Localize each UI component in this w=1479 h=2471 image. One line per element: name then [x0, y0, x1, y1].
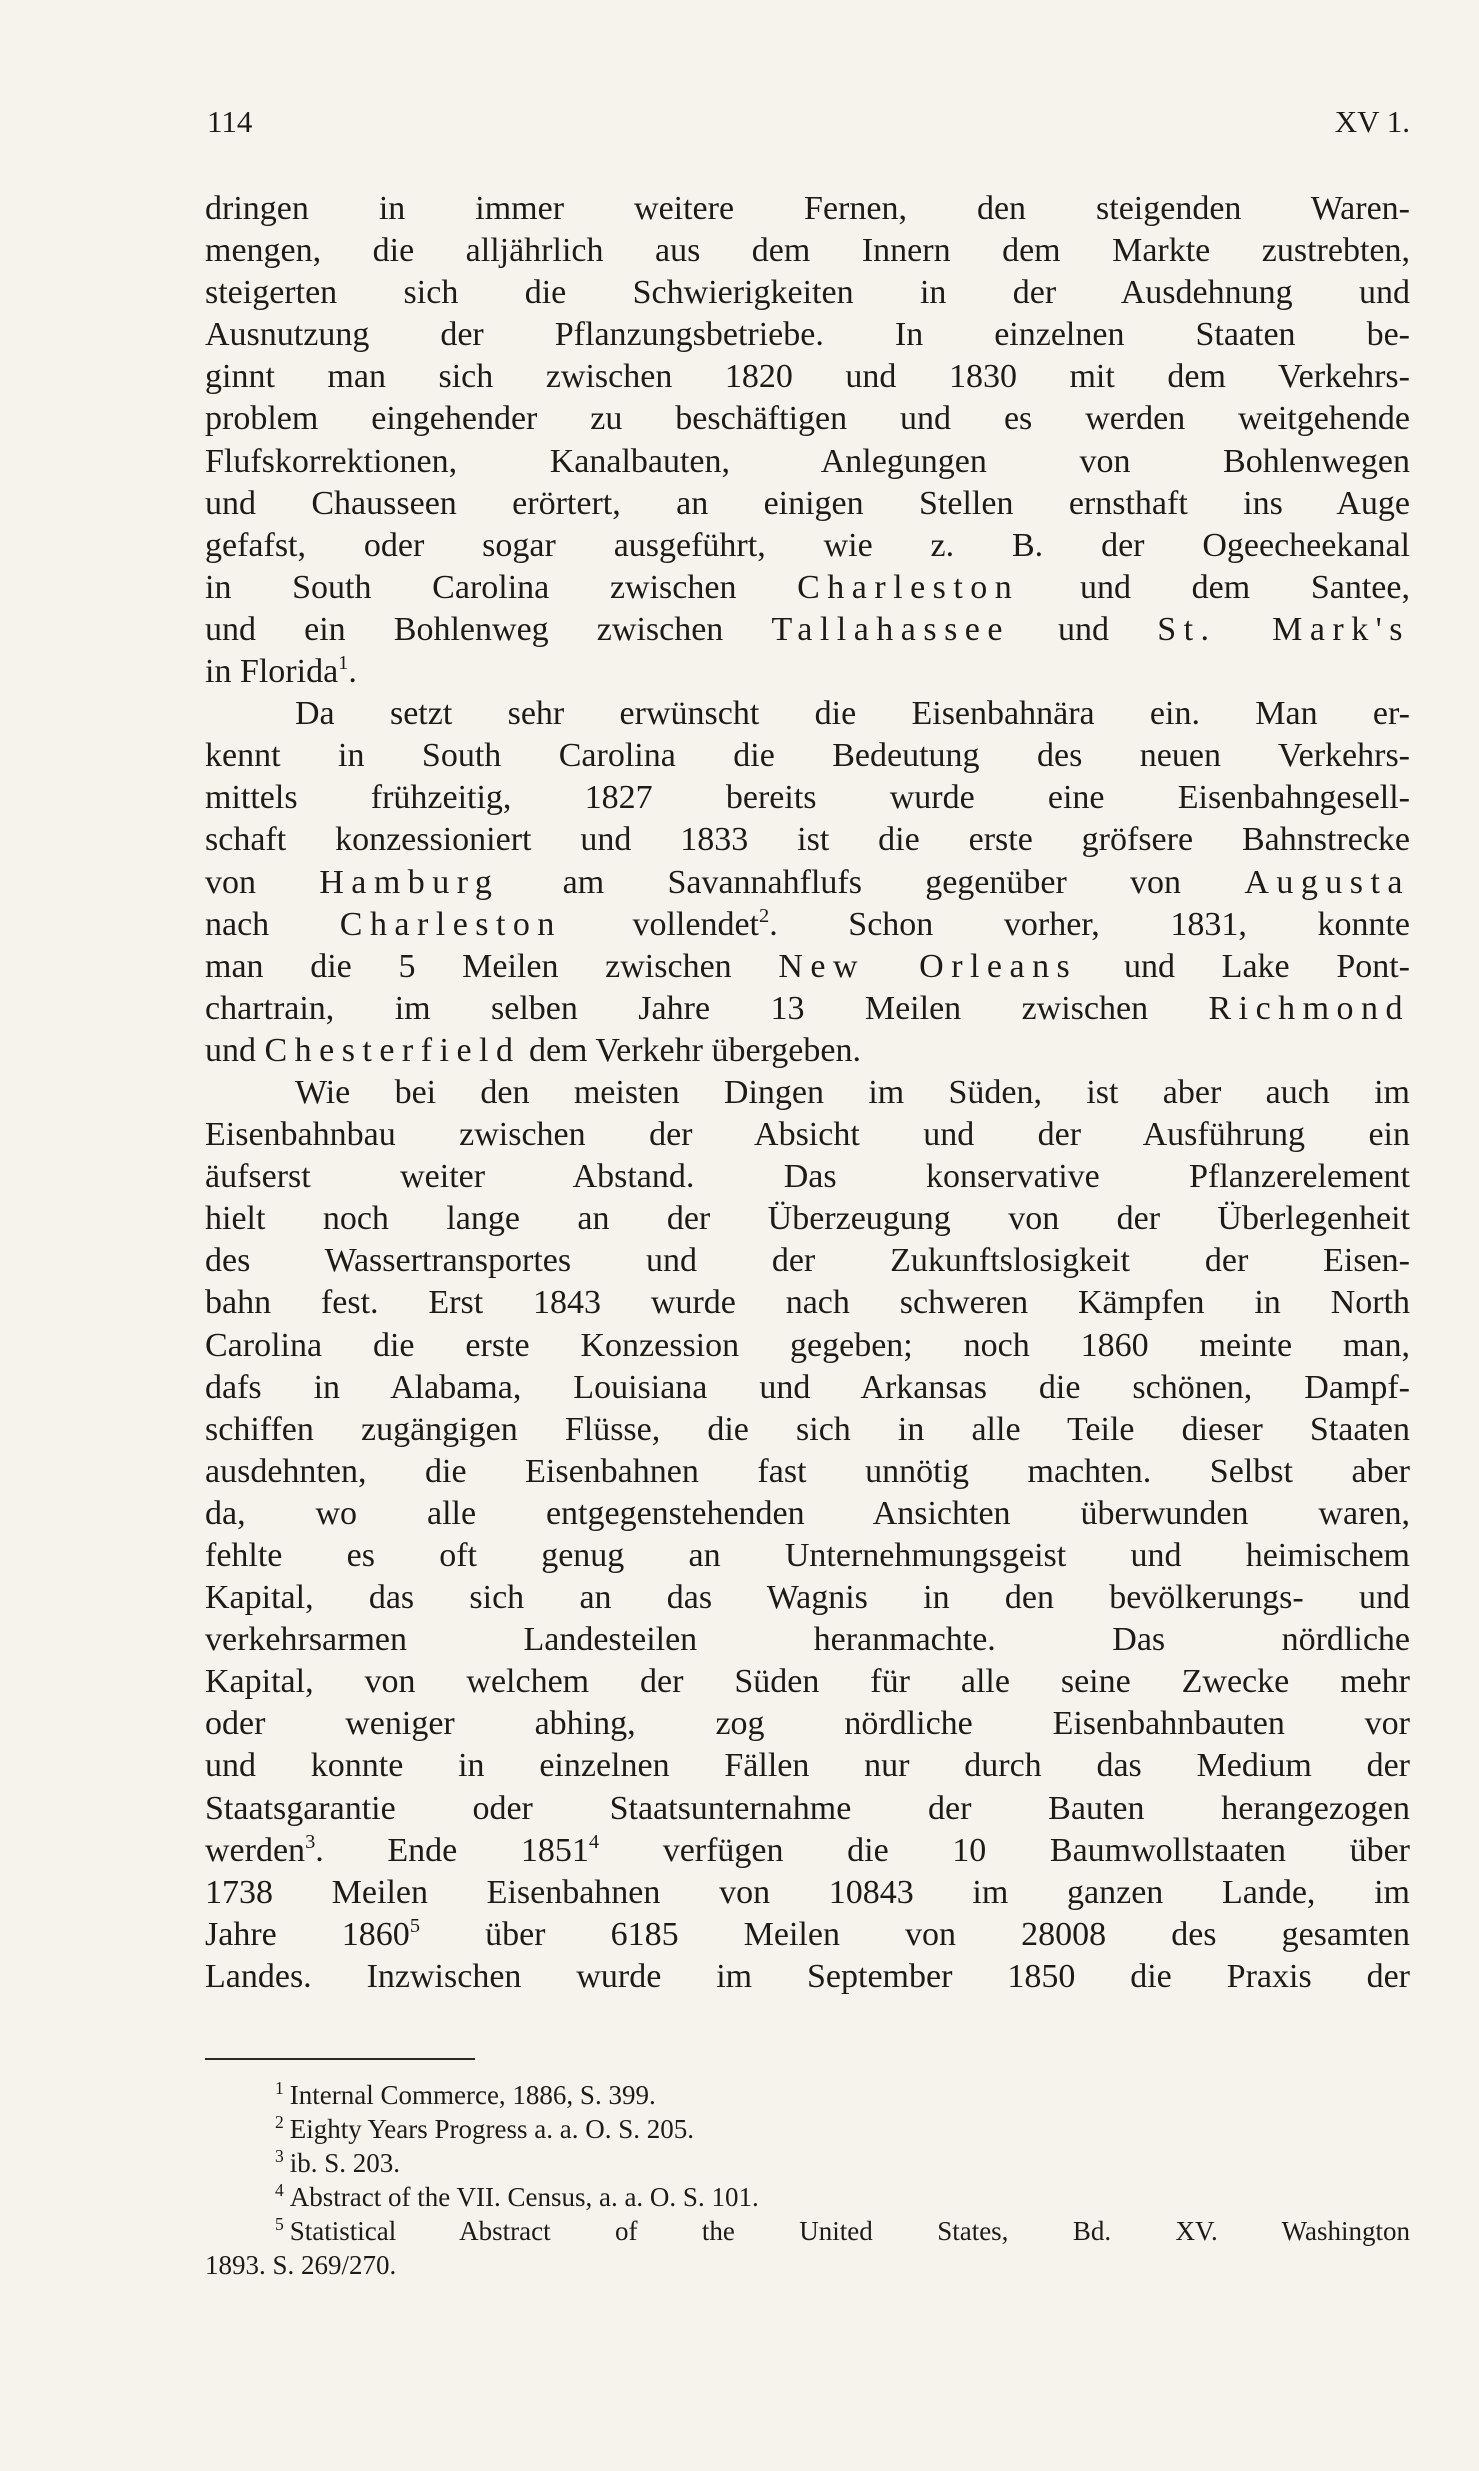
- text-line: bahn fest. Erst 1843 wurde nach schweren Kämpfen in North: [205, 1284, 1410, 1322]
- text-line: und konnte in einzelnen Fällen nur durch das Medium der: [205, 1747, 1410, 1785]
- footnote: $^4$ Abstract of the VII. Census, a. a. O. S. 101.: [275, 2180, 759, 2212]
- text-line: werden$^3$. Ende 1851$^4$ verfügen die 10 Baumwollstaaten über: [205, 1830, 1410, 1869]
- text-line: da, wo alle entgegenstehenden Ansichten überwunden waren,: [205, 1494, 1410, 1532]
- text-line: Carolina die erste Konzession gegeben; noch 1860 meinte man,: [205, 1326, 1410, 1364]
- footnote-divider: [205, 2058, 475, 2060]
- text-line: steigerten sich die Schwierigkeiten in der Ausdehnung und: [205, 274, 1410, 312]
- footnote: $^5$ Statistical Abstract of the United States, Bd. XV. Washington: [275, 2214, 1410, 2246]
- footnote-number: 5: [275, 2214, 284, 2235]
- running-header: [205, 100, 1410, 144]
- text-line: Kapital, das sich an das Wagnis in den bevölkerungs- und: [205, 1579, 1410, 1617]
- spaced-place-name: Chesterfield: [264, 1031, 521, 1069]
- text-line: mittels frühzeitig, 1827 bereits wurde eine Eisenbahngesell-: [205, 779, 1410, 817]
- text-line: Eisenbahnbau zwischen der Absicht und der Ausführung ein: [205, 1116, 1410, 1154]
- footnote-ref[interactable]: 3: [305, 1830, 316, 1853]
- text-line: chartrain, im selben Jahre 13 Meilen zwischen Richmond: [205, 989, 1410, 1027]
- footnote-ref[interactable]: 4: [588, 1830, 600, 1853]
- spaced-place-name: Tallahassee: [771, 610, 1010, 648]
- spaced-place-name: Charleston: [797, 568, 1020, 606]
- text-line: dringen in immer weitere Fernen, den steigenden Waren-: [205, 190, 1410, 227]
- text-line: Wie bei den meisten Dingen im Süden, ist aber auch im: [295, 1073, 1410, 1111]
- text-line: hielt noch lange an der Überzeugung von der Überlegenheit: [205, 1200, 1410, 1238]
- text-line: und Chesterfield dem Verkehr übergeben.: [205, 1031, 861, 1069]
- footnote: $^1$ Internal Commerce, 1886, S. 399.: [275, 2078, 656, 2110]
- page-number: 114: [207, 104, 253, 139]
- text-line: von Hamburg am Savannahflufs gegenüber von Augusta: [205, 863, 1410, 901]
- text-line: mengen, die alljährlich aus dem Innern dem Markte zustrebten,: [205, 232, 1410, 270]
- spaced-place-name: New Orleans: [778, 947, 1078, 985]
- text-line: man die 5 Meilen zwischen New Orleans und Lake Pont-: [205, 947, 1410, 985]
- footnotes: [205, 2078, 1410, 2282]
- footnote-number: 3: [275, 2146, 284, 2167]
- text-line: in South Carolina zwischen Charleston und dem Santee,: [205, 568, 1410, 606]
- text-line: in Florida$^1$.: [205, 651, 357, 691]
- text-line: schaft konzessioniert und 1833 ist die erste gröfsere Bahnstrecke: [205, 821, 1410, 859]
- footnote-number: 4: [275, 2180, 284, 2201]
- text-line: oder weniger abhing, zog nördliche Eisenbahnbauten vor: [205, 1705, 1410, 1743]
- text-line: Ausnutzung der Pflanzungsbetriebe. In einzelnen Staaten be-: [205, 316, 1410, 354]
- footnote-number: 2: [275, 2112, 284, 2133]
- spaced-place-name: Charleston: [339, 905, 562, 943]
- text-line: verkehrsarmen Landesteilen heranmachte. Das nördliche: [205, 1621, 1410, 1659]
- text-line: Staatsgarantie oder Staatsunternahme der Bauten herangezogen: [205, 1789, 1410, 1827]
- spaced-place-name: Hamburg: [319, 863, 500, 901]
- text-line: 1738 Meilen Eisenbahnen von 10843 im ganzen Lande, im: [205, 1873, 1410, 1911]
- text-line: des Wassertransportes und der Zukunftslosigkeit der Eisen-: [205, 1242, 1410, 1280]
- main-text: [205, 188, 1410, 1998]
- book-page: [205, 100, 1410, 2430]
- footnote: $^3$ ib. S. 203.: [275, 2146, 401, 2178]
- text-line: kennt in South Carolina die Bedeutung des neuen Verkehrs-: [205, 737, 1410, 775]
- text-line: Flufskorrektionen, Kanalbauten, Anlegungen von Bohlenwegen: [205, 442, 1410, 480]
- text-line: äufserst weiter Abstand. Das konservative Pflanzerelement: [205, 1158, 1410, 1196]
- text-line: gefafst, oder sogar ausgeführt, wie z. B. der Ogeecheekanal: [205, 526, 1410, 564]
- footnote-ref[interactable]: 1: [338, 651, 349, 674]
- footnote-number: 1: [275, 2078, 284, 2099]
- spaced-place-name: Augusta: [1244, 863, 1410, 901]
- footnote-ref[interactable]: 5: [409, 1914, 421, 1937]
- spaced-place-name: St. Mark's: [1157, 610, 1410, 648]
- text-line: problem eingehender zu beschäftigen und es werden weitgehende: [205, 400, 1410, 438]
- text-line: dafs in Alabama, Louisiana und Arkansas die schönen, Dampf-: [205, 1368, 1410, 1406]
- text-line: nach Charleston vollendet$^2$. Schon vorher, 1831, konnte: [205, 904, 1410, 943]
- footnote-ref[interactable]: 2: [759, 904, 770, 927]
- text-line: ginnt man sich zwischen 1820 und 1830 mit dem Verkehrs-: [205, 358, 1410, 396]
- text-line: Da setzt sehr erwünscht die Eisenbahnära ein. Man er-: [295, 695, 1410, 733]
- footnote-continuation: 1893. S. 269/270.: [205, 2250, 397, 2280]
- text-line: und ein Bohlenweg zwischen Tallahassee und St. Mark's: [205, 610, 1410, 648]
- text-line: ausdehnten, die Eisenbahnen fast unnötig machten. Selbst aber: [205, 1452, 1410, 1490]
- text-line: Kapital, von welchem der Süden für alle seine Zwecke mehr: [205, 1663, 1410, 1701]
- text-line: Landes. Inzwischen wurde im September 1850 die Praxis der: [205, 1957, 1410, 1995]
- text-line: fehlte es oft genug an Unternehmungsgeist und heimischem: [205, 1537, 1410, 1574]
- text-line: schiffen zugängigen Flüsse, die sich in alle Teile dieser Staaten: [205, 1410, 1410, 1448]
- spaced-place-name: Richmond: [1208, 989, 1410, 1027]
- text-line: Jahre 1860$^5$ über 6185 Meilen von 28008 des gesamten: [205, 1914, 1410, 1953]
- text-line: und Chausseen erörtert, an einigen Stellen ernsthaft ins Auge: [205, 484, 1410, 522]
- footnote: $^2$ Eighty Years Progress a. a. O. S. 205.: [275, 2112, 695, 2144]
- signature-mark: XV 1.: [1334, 104, 1410, 139]
